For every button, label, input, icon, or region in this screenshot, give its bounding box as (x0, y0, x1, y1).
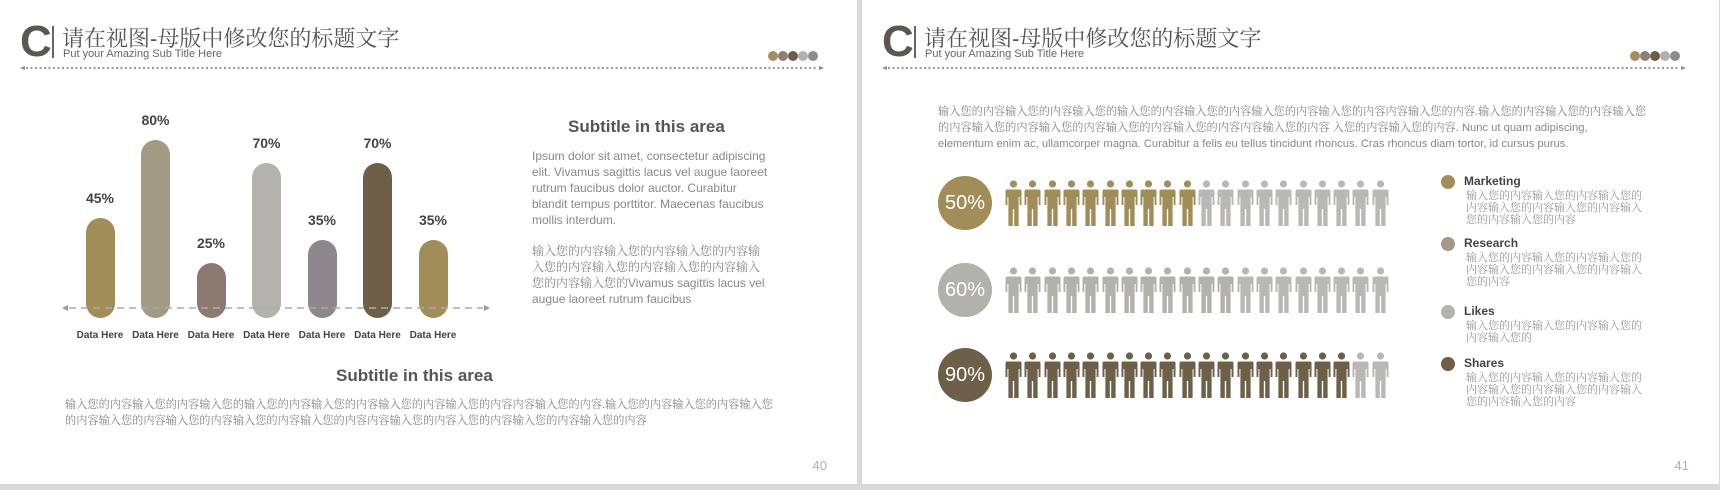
legend-description: 输入您的内容输入您的内容输入您的内容输入您的内容输入您的内容输入您的内容输入您的内容 (1466, 372, 1642, 408)
person-icon (1237, 352, 1254, 398)
person-icon (1082, 267, 1099, 313)
person-icon (1005, 180, 1022, 226)
header-dot (1640, 51, 1650, 61)
bar-category-label: Data Here (354, 330, 401, 341)
person-icon (1179, 267, 1196, 313)
bar-category-label: Data Here (243, 330, 290, 341)
person-icon (1159, 267, 1176, 313)
person-icon (1275, 267, 1292, 313)
person-icon (1352, 180, 1369, 226)
page-subtitle: Put your Amazing Sub Title Here (925, 48, 1084, 60)
person-icon (1256, 267, 1273, 313)
person-icon (1352, 352, 1369, 398)
page-title: 请在视图-母版中修改您的标题文字 (62, 26, 400, 51)
person-icon (1333, 352, 1350, 398)
person-icon (1372, 180, 1389, 226)
person-icon (1102, 267, 1119, 313)
slide-40 (0, 0, 857, 484)
person-icon (1179, 352, 1196, 398)
header-dot (1670, 51, 1680, 61)
page-number: 41 (1674, 458, 1689, 473)
person-icon (1121, 352, 1138, 398)
bar-category-label: Data Here (132, 330, 179, 341)
header-dotted-rule (20, 66, 824, 70)
bar-category-label: Data Here (187, 330, 235, 341)
header-dot (1650, 51, 1660, 61)
bar-category-label: Data Here (76, 330, 124, 341)
bar-value-label: 25% (196, 234, 226, 251)
bottom-paragraph: 输入您的内容输入您的内容输入您的输入您的内容输入您的内容输入您的内容输入您的内容内容输入您的内容.输入您的内容输入您的内容输入您的内容输入您的内容输入您的内容输入您的内容输入您的内容内容输入您的内容入您的内容输入您的内容输入您的内容 (65, 399, 773, 427)
header-dot (768, 51, 778, 61)
person-icon (1314, 267, 1331, 313)
header-dot (778, 51, 788, 61)
person-icon (1024, 267, 1041, 313)
person-icon (1256, 180, 1273, 226)
person-icon (1044, 180, 1061, 226)
chart-baseline (62, 304, 490, 312)
header-dotted-rule (882, 66, 1686, 70)
person-icon (1198, 180, 1215, 226)
person-icon (1140, 352, 1157, 398)
person-icon (1333, 267, 1350, 313)
person-icon (1295, 267, 1312, 313)
person-icon (1295, 180, 1312, 226)
bar-value-label: 35% (307, 212, 337, 229)
person-icon (1005, 267, 1022, 313)
person-icon (1102, 352, 1119, 398)
legend-dot (1441, 357, 1455, 371)
legend-dot (1441, 237, 1455, 251)
legend-description: 输入您的内容输入您的内容输入您的内容输入您的 (1466, 320, 1642, 344)
person-icon (1063, 180, 1080, 226)
person-icon (1140, 267, 1157, 313)
bar-category-label: Data Here (298, 330, 346, 341)
header-dot (1660, 51, 1670, 61)
person-icon (1044, 267, 1061, 313)
bar-value-label: 80% (141, 112, 170, 129)
legend-label: Research (1464, 236, 1519, 250)
page-title: 请在视图-母版中修改您的标题文字 (924, 26, 1262, 51)
legend-label: Shares (1464, 356, 1505, 370)
logo-letter: C (20, 17, 52, 66)
bar (363, 163, 392, 318)
person-icon (1082, 352, 1099, 398)
header-dot (798, 51, 808, 61)
bottom-subtitle: Subtitle in this area (336, 366, 493, 385)
person-icon (1237, 267, 1254, 313)
person-icon (1159, 352, 1176, 398)
page-number: 40 (812, 458, 827, 473)
side-paragraph-2: 输入您的内容输入您的内容输入您的内容输入您的内容输入您的内容输入您的内容输入您的内容输入您的Vivamus sagittis lacus vel augue laoreet rutrum faucibus (532, 244, 765, 306)
legend-description: 输入您的内容输入您的内容输入您的内容输入您的内容输入您的内容输入您的内容 (1466, 252, 1642, 288)
person-icon (1295, 352, 1312, 398)
person-icon (1121, 267, 1138, 313)
person-icon (1024, 180, 1041, 226)
person-icon (1217, 180, 1234, 226)
bar-value-label: 35% (418, 212, 448, 229)
person-icon (1217, 352, 1234, 398)
bar (86, 218, 115, 318)
header-divider (52, 26, 54, 58)
header-dot (788, 51, 798, 61)
person-icon (1082, 180, 1099, 226)
person-icon (1140, 180, 1157, 226)
legend-dot (1441, 175, 1455, 189)
bar (252, 163, 281, 318)
person-icon (1352, 267, 1369, 313)
person-icon (1372, 267, 1389, 313)
person-icon (1275, 352, 1292, 398)
legend-label: Likes (1464, 304, 1495, 318)
header-dot (808, 51, 818, 61)
bar (141, 140, 170, 318)
person-icon (1063, 352, 1080, 398)
person-icon (1179, 180, 1196, 226)
person-icon (1372, 352, 1389, 398)
bar-category-label: Data Here (409, 330, 457, 341)
person-icon (1333, 180, 1350, 226)
person-icon (1005, 352, 1022, 398)
person-icon (1121, 180, 1138, 226)
percent-circle: 60% (938, 263, 992, 317)
person-icon (1198, 267, 1215, 313)
person-icon (1237, 180, 1254, 226)
person-icon (1063, 267, 1080, 313)
slide-41 (862, 0, 1719, 484)
person-icon (1198, 352, 1215, 398)
side-subtitle: Subtitle in this area (568, 117, 725, 136)
legend-label: Marketing (1464, 174, 1521, 188)
page-subtitle: Put your Amazing Sub Title Here (63, 48, 222, 60)
bar-value-label: 70% (252, 134, 281, 151)
person-icon (1256, 352, 1273, 398)
legend-dot (1441, 305, 1455, 319)
header-divider (914, 26, 916, 58)
bar-value-label: 70% (363, 134, 392, 151)
logo-letter: C (882, 17, 914, 66)
person-icon (1314, 352, 1331, 398)
percent-circle: 90% (938, 348, 992, 402)
legend-description: 输入您的内容输入您的内容输入您的内容输入您的内容输入您的内容输入您的内容输入您的内容 (1466, 190, 1642, 226)
person-icon (1275, 180, 1292, 226)
person-icon (1159, 180, 1176, 226)
person-icon (1044, 352, 1061, 398)
person-icon (1314, 180, 1331, 226)
bar-value-label: 45% (85, 190, 115, 207)
percent-circle: 50% (938, 176, 992, 230)
header-dot (1630, 51, 1640, 61)
intro-paragraph: 输入您的内容输入您的内容输入您的输入您的内容输入您的内容输入您的内容输入您的内容内容输入您的内容.输入您的内容输入您的内容输入您的内容输入您的内容输入您的内容输入您的内容输入您的内容内容输入您的内容 入您的内容输入您的内容. Nunc ut quam adipiscing, elementum enim ac, ullamcorper magna. Curabitur a felis eu tellus tincidunt rhoncus. Cras rhoncus diam tortor, id cursus purus. (938, 106, 1646, 150)
side-paragraph-1: Ipsum dolor sit amet, consectetur adipiscing elit. Vivamus sagittis lacus vel augue laoreet rutrum faucibus dolor auctor. Curabitur blandit tempus porttitor. Maecenas faucibus mollis interdum. (532, 149, 768, 227)
person-icon (1102, 180, 1119, 226)
person-icon (1024, 352, 1041, 398)
person-icon (1217, 267, 1234, 313)
